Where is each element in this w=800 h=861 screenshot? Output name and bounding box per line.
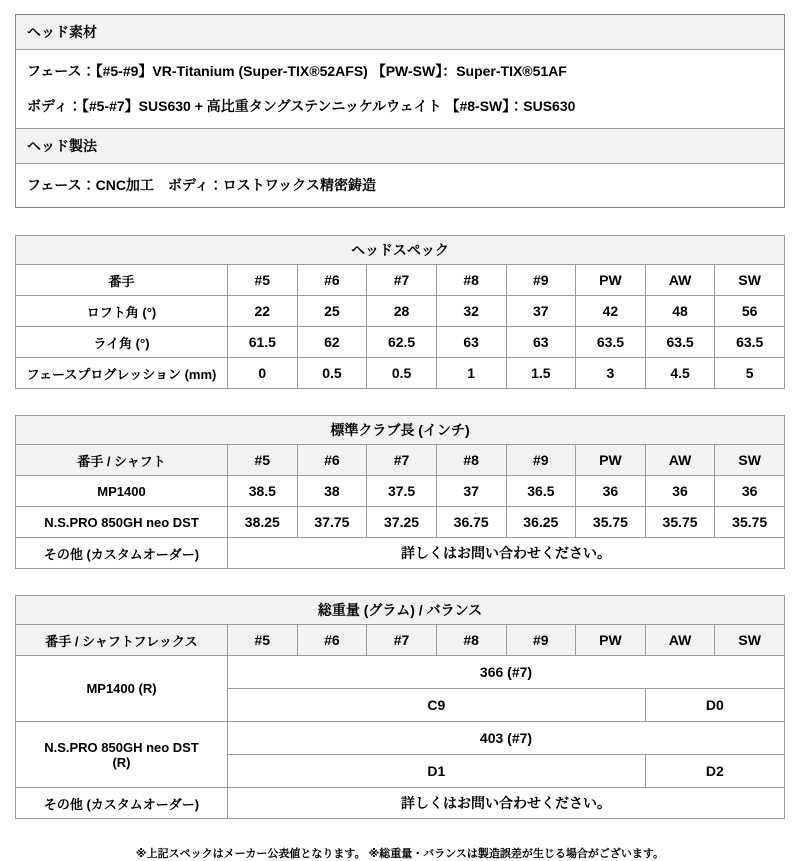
cell: 37.25: [367, 507, 437, 538]
weight-value: 403 (#7): [228, 722, 785, 755]
face-progression-row: [16, 358, 785, 389]
weight-balance-title: 総重量 (グラム) / バランス: [16, 596, 785, 625]
balance-wedge-value: D2: [645, 755, 784, 788]
head-material-section: [15, 14, 785, 208]
club-header: #7: [367, 445, 437, 476]
club-header: #9: [506, 265, 576, 296]
club-header: AW: [645, 625, 715, 656]
head-spec-table: [15, 235, 785, 389]
table-title-row: [16, 596, 785, 625]
club-header: #8: [436, 265, 506, 296]
cell: 37: [436, 476, 506, 507]
weight-balance-table: [15, 595, 785, 819]
cell: 0.5: [367, 358, 437, 389]
club-header: #5: [228, 265, 298, 296]
cell: 63: [436, 327, 506, 358]
custom-order-row: [16, 538, 785, 569]
row-header-label: 番手: [16, 265, 228, 296]
row-label: ライ角 (°): [16, 327, 228, 358]
cell: 32: [436, 296, 506, 327]
cell: 42: [576, 296, 646, 327]
cell: 35.75: [715, 507, 785, 538]
row-header-label: 番手 / シャフトフレックス: [16, 625, 228, 656]
cell: 36.25: [506, 507, 576, 538]
head-spec-title: ヘッドスペック: [16, 236, 785, 265]
row-label: ロフト角 (°): [16, 296, 228, 327]
shaft-label-line1: MP1400 (R): [86, 681, 157, 696]
club-header: #6: [297, 625, 367, 656]
cell: 35.75: [645, 507, 715, 538]
club-header: SW: [715, 625, 785, 656]
club-header: PW: [576, 265, 646, 296]
cell: 35.75: [576, 507, 646, 538]
club-header: #5: [228, 445, 298, 476]
footer-note: ※上記スペックはメーカー公表値となります。 ※総重量・バランスは製造誤差が生じる場合がございます。: [135, 848, 665, 860]
column-header-row: [16, 625, 785, 656]
face-material-line: フェース：【#5-#9】VR-Titanium (Super-TIX®52AFS) 【PW-SW】：Super-TIX®51AF: [27, 63, 567, 79]
weight-value: 366 (#7): [228, 656, 785, 689]
cell: 5: [715, 358, 785, 389]
cell: 25: [297, 296, 367, 327]
head-material-title: ヘッド素材: [16, 15, 784, 50]
shaft-label: MP1400: [16, 476, 228, 507]
nspro-weight-row: [16, 722, 785, 755]
cell: 48: [645, 296, 715, 327]
club-header: #7: [367, 625, 437, 656]
cell: 37.5: [367, 476, 437, 507]
head-construction-title: ヘッド製法: [16, 129, 784, 164]
body-material-line: ボディ：【#5-#7】SUS630 + 高比重タングステンニッケルウェイト 【#8-SW】：SUS630: [27, 98, 576, 114]
shaft-label: N.S.PRO 850GH neo DST: [16, 507, 228, 538]
cell: 62.5: [367, 327, 437, 358]
custom-order-label: その他 (カスタムオーダー): [16, 538, 228, 569]
cell: 37.75: [297, 507, 367, 538]
cell: 38: [297, 476, 367, 507]
shaft-label: [16, 656, 228, 722]
club-header: #9: [506, 625, 576, 656]
cell: 4.5: [645, 358, 715, 389]
cell: 36: [645, 476, 715, 507]
table-title-row: [16, 236, 785, 265]
club-header: SW: [715, 265, 785, 296]
table-title-row: [16, 416, 785, 445]
club-header: PW: [576, 625, 646, 656]
club-length-title: 標準クラブ長 (インチ): [16, 416, 785, 445]
cell: 28: [367, 296, 437, 327]
cell: 3: [576, 358, 646, 389]
cell: 56: [715, 296, 785, 327]
club-header: #9: [506, 445, 576, 476]
club-header: AW: [645, 265, 715, 296]
mp1400-weight-row: [16, 656, 785, 689]
loft-row: [16, 296, 785, 327]
shaft-label-line1: N.S.PRO 850GH neo DST: [44, 739, 199, 755]
club-header: #8: [436, 625, 506, 656]
cell: 62: [297, 327, 367, 358]
lie-row: [16, 327, 785, 358]
balance-wedge-value: D0: [645, 689, 784, 722]
balance-main-value: D1: [228, 755, 646, 788]
column-header-row: [16, 445, 785, 476]
cell: 36.5: [506, 476, 576, 507]
column-header-row: [16, 265, 785, 296]
nspro-length-row: [16, 507, 785, 538]
head-material-body: [16, 50, 784, 129]
cell: 22: [228, 296, 298, 327]
cell: 1.5: [506, 358, 576, 389]
club-header: #6: [297, 445, 367, 476]
cell: 36.75: [436, 507, 506, 538]
cell: 37: [506, 296, 576, 327]
mp1400-length-row: [16, 476, 785, 507]
head-construction-body: [16, 164, 784, 207]
custom-order-value: 詳しくはお問い合わせください。: [228, 788, 785, 819]
club-header: SW: [715, 445, 785, 476]
cell: 36: [576, 476, 646, 507]
balance-main-value: C9: [228, 689, 646, 722]
club-header: #5: [228, 625, 298, 656]
club-header: #7: [367, 265, 437, 296]
cell: 61.5: [228, 327, 298, 358]
club-header: PW: [576, 445, 646, 476]
cell: 0: [228, 358, 298, 389]
club-header: AW: [645, 445, 715, 476]
construction-line: フェース：CNC加工 ボディ：ロストワックス精密鋳造: [27, 177, 376, 193]
cell: 38.25: [228, 507, 298, 538]
row-header-label: 番手 / シャフト: [16, 445, 228, 476]
custom-order-label: その他 (カスタムオーダー): [16, 788, 228, 819]
cell: 63.5: [645, 327, 715, 358]
cell: 63.5: [576, 327, 646, 358]
custom-order-row: [16, 788, 785, 819]
cell: 0.5: [297, 358, 367, 389]
club-header: #8: [436, 445, 506, 476]
cell: 36: [715, 476, 785, 507]
row-label: フェースプログレッション (mm): [16, 358, 228, 389]
cell: 63: [506, 327, 576, 358]
cell: 63.5: [715, 327, 785, 358]
shaft-label: [16, 722, 228, 788]
shaft-label-line2: (R): [112, 754, 131, 770]
cell: 38.5: [228, 476, 298, 507]
custom-order-value: 詳しくはお問い合わせください。: [228, 538, 785, 569]
club-length-table: [15, 415, 785, 569]
club-header: #6: [297, 265, 367, 296]
cell: 1: [436, 358, 506, 389]
